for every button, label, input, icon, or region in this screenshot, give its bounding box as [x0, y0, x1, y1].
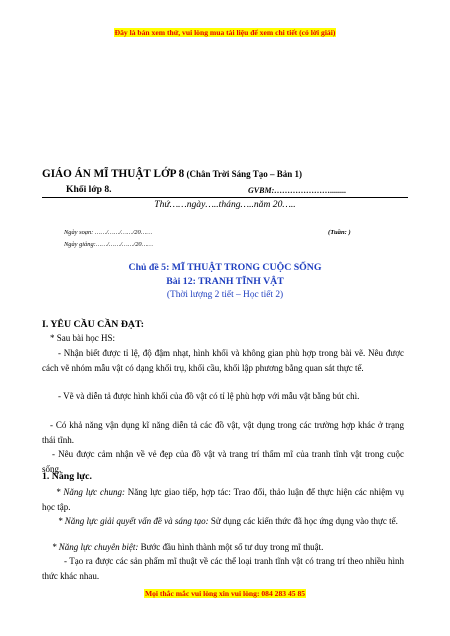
- week-field: (Tuần: ): [328, 229, 351, 236]
- lesson-plan-title: GIÁO ÁN MĨ THUẬT LỚP 8 (Chân Trời Sáng Tạo – Bản 1): [42, 168, 303, 180]
- general-capacity: * Năng lực chung: Năng lực giao tiếp, hợp tác: Trao đổi, thảo luận để thực hiện các nhiệm vụ học tập.: [42, 487, 404, 512]
- requirement-item: - Vẽ và diễn tả được hình khối của đồ vật có tỉ lệ phù hợp với mẫu vật bằng bút chì.: [58, 391, 360, 401]
- preview-banner: Đây là bản xem thử, vui lòng mua tài liệu để xem chi tiết (có lời giải): [114, 28, 336, 37]
- capacity-heading: 1. Năng lực.: [42, 471, 92, 482]
- specialized-capacity-item: - Tạo ra được các sản phẩm mĩ thuật về các thể loại tranh tĩnh vật có trang trí theo nhiều hình thức khác nhau.: [42, 556, 404, 581]
- prep-date: Ngày soạn: ……/……/……/20……: [64, 229, 153, 236]
- teach-date: Ngày giảng:……/……/……/20……: [64, 241, 153, 248]
- specialized-capacity: * Năng lực chuyên biệt: Bước đầu hình thành một số tư duy trong mĩ thuật.: [52, 542, 324, 552]
- contact-banner: Mọi thắc mắc vui lòng xin vui lòng: 084 283 45 85: [144, 589, 306, 598]
- grade-label: Khối lớp 8.: [66, 184, 112, 195]
- teacher-field: GVBM:…………………........: [248, 186, 347, 195]
- requirements-intro: * Sau bài học HS:: [50, 333, 115, 343]
- topic-theme: Chủ đề 5: MĨ THUẬT TRONG CUỘC SỐNG: [128, 262, 322, 273]
- requirement-item: - Nêu được cảm nhận về vẻ đẹp của đồ vật và trang trí thẩm mĩ của tranh tĩnh vật trong cuộc sống.: [42, 449, 404, 474]
- lesson-duration: (Thời lượng 2 tiết – Học tiết 2): [166, 290, 284, 300]
- requirement-item: - Nhận biết được tỉ lệ, độ đậm nhạt, hình khối và không gian phù hợp trong bài vẽ. Nêu được cách vẽ nhóm mẫu vật có dạng khối trụ, khối cầu, khối lập phương bằng quan sát thực tế.: [42, 348, 404, 373]
- problem-solving-capacity: * Năng lực giải quyết vấn đề và sáng tạo: Sử dụng các kiến thức đã học ứng dụng vào thực tế.: [58, 516, 398, 526]
- section-requirements-heading: I. YÊU CẦU CẦN ĐẠT:: [42, 319, 145, 330]
- requirement-item: - Có khả năng vận dụng kĩ năng diễn tả các đồ vật, vật dụng trong các trường hợp khác ở trạng thái tĩnh.: [42, 420, 404, 445]
- date-line: Thứ……ngày…..tháng…..năm 20…..: [154, 199, 296, 210]
- lesson-title: Bài 12: TRANH TĨNH VẬT: [166, 276, 284, 287]
- title-divider: [42, 197, 408, 198]
- lesson-plan-subtitle: (Chân Trời Sáng Tạo – Bản 1): [184, 169, 303, 179]
